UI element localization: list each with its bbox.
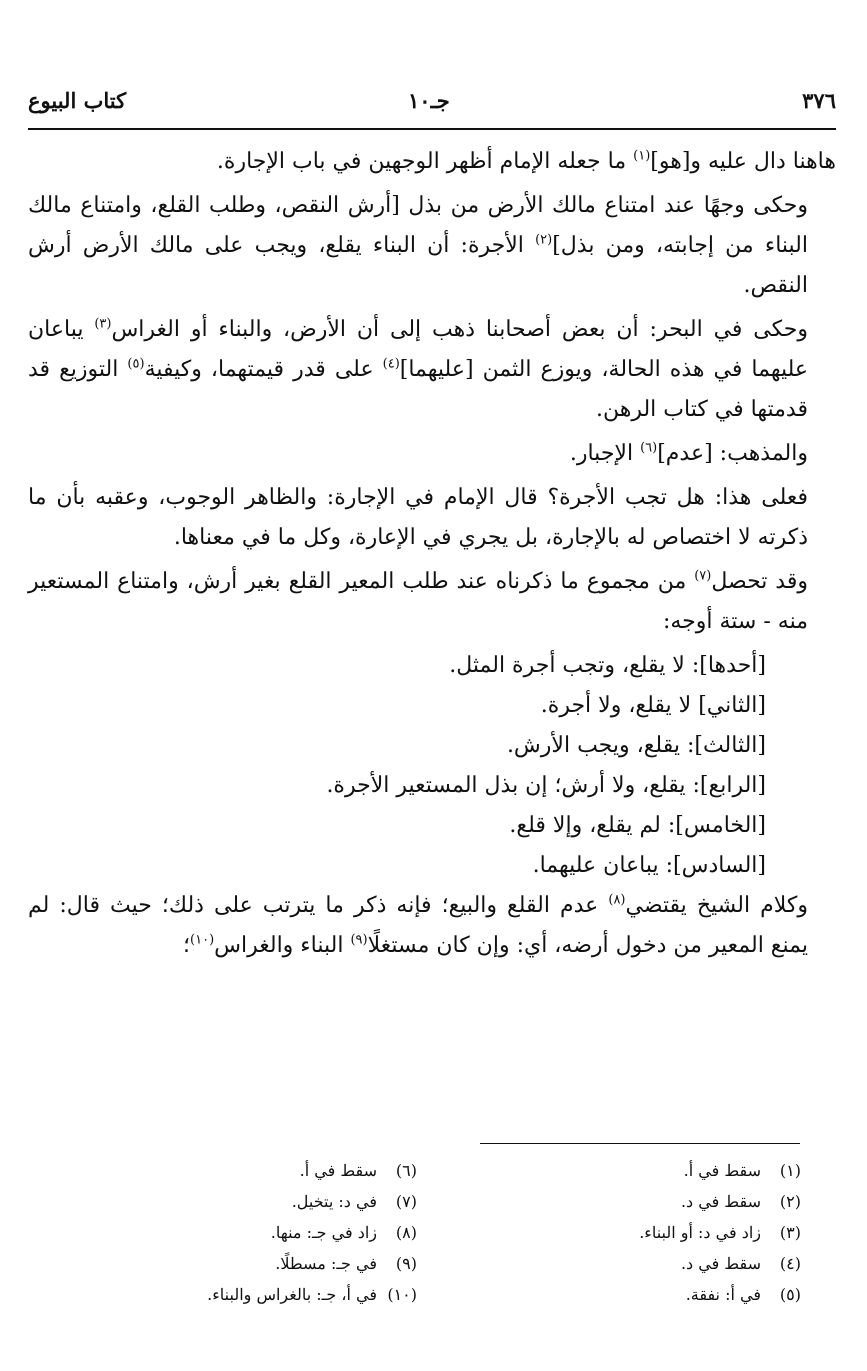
list-item [28,686,836,726]
footnotes-right-column [461,1155,801,1310]
footnote-number: (١٠) [387,1285,417,1304]
text-run: [أحدها]: لا يقلع، وتجب أجرة المثل. [449,653,766,678]
footnotes-left-column [77,1155,417,1310]
text-run: البناء والغراس [214,933,351,958]
text-run: الإجبار. [569,441,641,466]
text-run: والمذهب: [عدم] [657,441,808,466]
footnote-marker[interactable]: (٤) [382,356,400,372]
footnote [77,1186,417,1217]
footnote-text: في جـ: مسطلًا. [275,1254,377,1273]
paragraph [28,562,836,642]
footnote-marker[interactable]: (٨) [608,892,626,908]
footnote-text: في أ: نفقة. [685,1285,761,1304]
text-run: يباعان عليهما في هذه الحالة، ويوزع الثمن [عليهما] [28,317,809,382]
paragraph [28,186,836,306]
paragraph [28,434,836,474]
text-run: ما جعله الإمام أظهر الوجهين في باب الإجارة. [216,149,634,174]
footnote-number: (٧) [395,1192,417,1211]
footnote-text: زاد في د: أو البناء. [639,1223,761,1242]
footnote [461,1186,801,1217]
footnote-marker[interactable]: (٥) [127,356,145,372]
text-run: من مجموع ما ذكرناه عند طلب المعير القلع بغير أرش، وامتناع المستعير منه - ستة أوجه: [28,569,808,634]
text-run: وحكى وجهًا عند امتناع مالك الأرض من بذل [أرش النقص، وطلب القلع، وامتناع مالك البناء من إجابته، ومن بذل] [28,193,809,258]
footnote-number: (٢) [779,1192,801,1211]
paragraph [28,142,836,182]
footnote [461,1155,801,1186]
footnote-number: (٨) [395,1223,417,1242]
footnote-marker[interactable]: (٧) [694,568,712,584]
book-title: كتاب البيوع [28,88,127,113]
text-run: وقد تحصل [711,569,808,594]
footnote [461,1248,801,1279]
text-run: فعلى هذا: هل تجب الأجرة؟ قال الإمام في الإجارة: والظاهر الوجوب، وعقبه بأن ما ذكرته لا اختصاص له بالإجارة، بل يجري في الإعارة، وكل ما في معناها. [28,485,808,550]
footnote-number: (٣) [779,1223,801,1242]
footnote-number: (٦) [395,1161,417,1180]
text-run: على قدر قيمتهما، وكيفية [144,357,383,382]
footnote [461,1217,801,1248]
list-item [28,726,836,766]
footnote-text: سقط في أ. [299,1161,377,1180]
footnote-text: زاد في جـ: منها. [270,1223,377,1242]
list-item [28,766,836,806]
main-text [28,142,836,970]
text-run: [السادس]: يباعان عليهما. [532,853,766,878]
footnote [77,1155,417,1186]
text-run: [الخامس]: لم يقلع، وإلا قلع. [509,813,766,838]
text-run: [الثالث]: يقلع، ويجب الأرش. [506,733,766,758]
footnote [77,1248,417,1279]
footnote [461,1279,801,1310]
text-run: هاهنا دال عليه و[هو] [650,149,836,174]
paragraph [28,478,836,558]
footnote-text: سقط في د. [680,1254,761,1273]
footnote-number: (٩) [395,1254,417,1273]
text-run: وكلام الشيخ يقتضي [625,893,809,918]
footnote-marker[interactable]: (٣) [94,316,112,332]
footnote-number: (٤) [779,1254,801,1273]
footnote-marker[interactable]: (٢) [535,232,553,248]
page-number: ٣٧٦ [802,88,836,113]
paragraph [28,310,836,430]
text-run: [الرابع]: يقلع، ولا أرش؛ إن بذل المستعير الأجرة. [326,773,766,798]
footnote-text: سقط في د. [680,1192,761,1211]
footnote [77,1217,417,1248]
footnote-marker[interactable]: (١٠) [190,932,215,948]
paragraph [28,886,836,966]
header-rule [28,128,836,130]
running-header [28,88,836,128]
footnote-marker[interactable]: (٦) [640,440,658,456]
footnote-rule [480,1143,800,1144]
text-run: الأجرة: أن البناء يقلع، ويجب على مالك الأرض أرش النقص. [28,233,808,298]
footnote-text: سقط في أ. [683,1161,761,1180]
footnote-text: في د: يتخيل. [291,1192,377,1211]
volume-label: جـ١٠ [408,88,450,113]
list-item [28,846,836,886]
text-run: عدم القلع والبيع؛ فإنه ذكر ما يترتب على ذلك؛ حيث قال: لم يمنع المعير من دخول أرضه، أي: وإن كان مستغلًا [28,893,808,958]
footnote [77,1279,417,1310]
text-run: وحكى في البحر: أن بعض أصحابنا ذهب إلى أن الأرض، والبناء أو الغراس [111,317,808,342]
footnote-number: (١) [779,1161,801,1180]
footnote-text: في أ، جـ: بالغراس والبناء. [207,1285,377,1304]
footnote-number: (٥) [779,1285,801,1304]
footnote-marker[interactable]: (١) [633,148,651,164]
text-run: التوزيع قد قدمتها في كتاب الرهن. [28,357,808,422]
footnote-marker[interactable]: (٩) [350,932,368,948]
text-run: [الثاني] لا يقلع، ولا أجرة. [540,693,766,718]
list-item [28,646,836,686]
text-run: ؛ [183,933,191,958]
list-item [28,806,836,846]
